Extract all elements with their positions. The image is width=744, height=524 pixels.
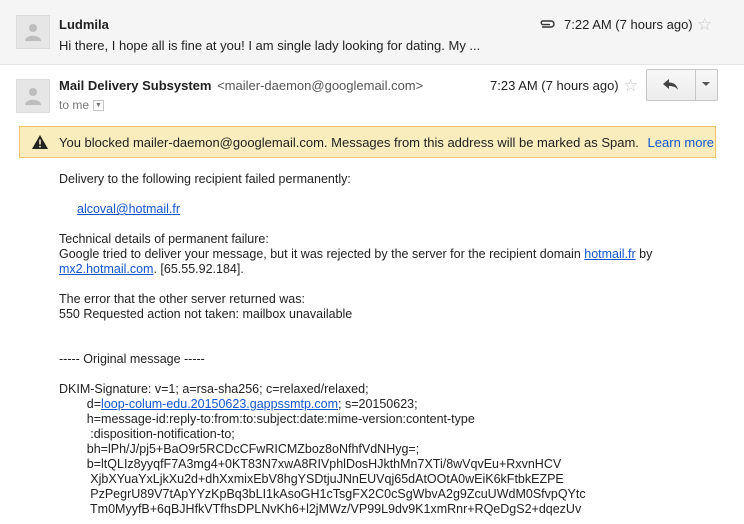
dkim-line: :disposition-notification-to; [59, 427, 235, 441]
avatar [16, 79, 50, 113]
reply-button[interactable] [647, 70, 696, 100]
message-snippet: Hi there, I hope all is fine at you! I am single lady looking for dating. My ... [59, 38, 481, 53]
dkim-signature [59, 382, 729, 517]
sender-email: <mailer-daemon@googlemail.com> [217, 78, 424, 93]
dkim-line: b=ltQLIz8yyqfF7A3mg4+0KT83N7xwA8RIVphlDosHJkthMn7XTi/8wVqvEu+RxvnHCV [59, 457, 562, 471]
warning-icon [32, 135, 48, 149]
dkim-line: PzPegrU89V7tApYYzKpBq3bLI1kAsoGH1cTsgFX2C0cSgWbvA2g9ZcuUWdM0SfvpQYtc [59, 487, 586, 501]
dkim-line: XjbXYuaYxLjkXu2d+dhXxmixEbV8hgYSDtjuJNnEUVqj65dAtOOtA0wEiK6kFtbkEZPE [59, 472, 564, 486]
person-icon [25, 23, 41, 41]
mx-link[interactable]: mx2.hotmail.com [59, 262, 154, 276]
dkim-text: ; s=20150623; [338, 397, 418, 411]
sender-name: Ludmila [59, 17, 109, 32]
message-time: 7:23 AM (7 hours ago) [490, 78, 619, 93]
star-icon[interactable]: ☆ [623, 76, 639, 95]
reply-icon [663, 79, 679, 91]
body-line: Delivery to the following recipient failed permanently: [59, 172, 351, 186]
dkim-text: d= [59, 397, 102, 411]
message-body [59, 172, 729, 517]
recipient-summary[interactable] [59, 98, 104, 112]
dkim-line: bh=lPh/J/pj5+BaO9r5RCDcCFwRICMZboz8oNfhfVdNHyg=; [59, 442, 420, 456]
dkim-line: Tm0MyyfB+6qBJHfkVTfhsDPLNvKh6+l2jMWz/VP99L9dv9K1xmRnr+RQeDgS2+dqezUv [59, 502, 582, 516]
sender-name [59, 78, 423, 93]
dropdown-arrow-icon [702, 82, 710, 86]
show-details-icon[interactable]: ▼ [93, 100, 104, 111]
attachment-icon [538, 19, 556, 29]
body-text: Google tried to deliver your message, but it was rejected by the server for the recipient domain [59, 247, 585, 261]
avatar [16, 15, 50, 49]
dkim-line: h=message-id:reply-to:from:to:subject:date:mime-version:content-type [59, 412, 475, 426]
body-text: . [65.55.92.184]. [153, 262, 244, 276]
recipient-link[interactable]: alcoval@hotmail.fr [77, 202, 181, 216]
sender-display-name: Mail Delivery Subsystem [59, 78, 212, 93]
dkim-domain-link[interactable]: loop-colum-edu.20150623.gappssmtp.com [101, 397, 338, 411]
body-text: by [635, 247, 653, 261]
banner-text [59, 135, 714, 150]
domain-link[interactable]: hotmail.fr [584, 247, 636, 261]
to-me-label: to me [59, 98, 90, 112]
star-icon[interactable]: ☆ [697, 15, 713, 34]
collapsed-message[interactable] [0, 0, 744, 65]
blocked-sender-banner [19, 126, 716, 158]
body-line: ----- Original message ----- [59, 352, 205, 366]
reply-button-group [646, 69, 718, 101]
dkim-line: DKIM-Signature: v=1; a=rsa-sha256; c=relaxed/relaxed; [59, 382, 369, 396]
person-icon [25, 87, 41, 105]
learn-more-link[interactable]: Learn more [647, 135, 715, 150]
body-line: 550 Requested action not taken: mailbox unavailable [59, 307, 353, 321]
body-line: The error that the other server returned was: [59, 292, 305, 306]
message-time: 7:22 AM (7 hours ago) [564, 17, 693, 32]
banner-message: You blocked mailer-daemon@googlemail.com. Messages from this address will be marked as Spam. [59, 135, 639, 150]
body-line [59, 247, 729, 262]
more-options-button[interactable] [696, 70, 717, 100]
body-line [59, 262, 729, 277]
body-line: Technical details of permanent failure: [59, 232, 269, 246]
